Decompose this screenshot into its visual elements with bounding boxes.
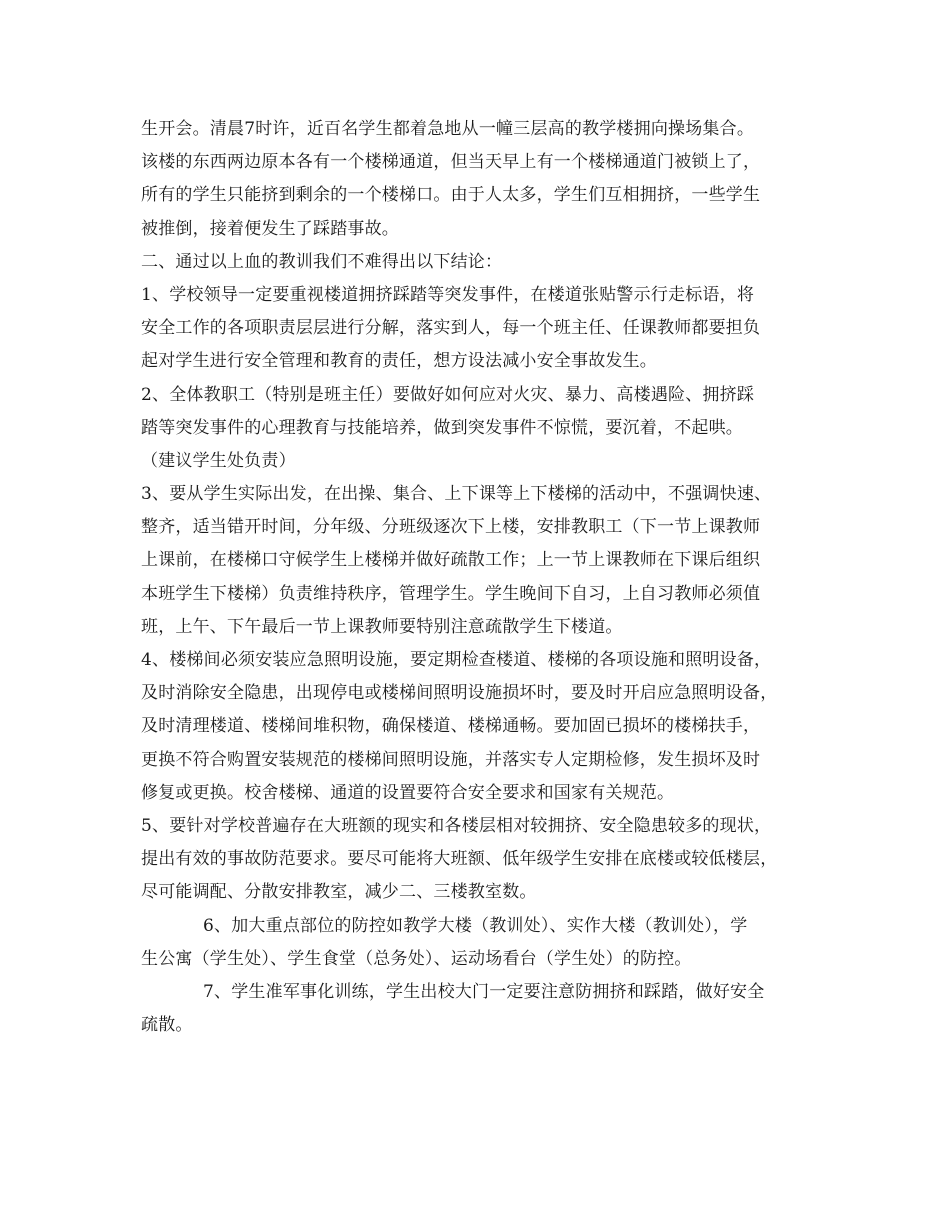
text-line: 被推倒，接着便发生了踩踏事故。 bbox=[141, 218, 399, 239]
section-heading: 二、通过以上血的教训我们不难得出以下结论： bbox=[141, 251, 503, 272]
text-line: 踏等突发事件的心理教育与技能培养，做到突发事件不惊慌，要沉着，不起哄。 bbox=[141, 417, 743, 438]
text-line: 安全工作的各项职责层层进行分解，落实到人，每一个班主任、任课教师都要担负 bbox=[141, 318, 761, 339]
document-body bbox=[141, 113, 821, 1042]
text-line: 5、要针对学校普遍存在大班额的现实和各楼层相对较拥挤、安全隐患较多的现状， bbox=[141, 815, 772, 836]
text-line: 生公寓（学生处）、学生食堂（总务处）、运动场看台（学生处）的防控。 bbox=[141, 948, 692, 969]
text-line-indented: 7、学生准军事化训练，学生出校大门一定要注意防拥挤和踩踏，做好安全 bbox=[203, 981, 765, 1002]
text-line: 生开会。清晨7时许，近百名学生都着急地从一幢三层高的教学楼拥向操场集合。 bbox=[141, 119, 755, 139]
text-line-indented: 6、加大重点部位的防控如教学大楼（教训处）、实作大楼（教训处），学 bbox=[203, 915, 748, 936]
text-line: 整齐，适当错开时间，分年级、分班级逐次下上楼，安排教职工（下一节上课教师 bbox=[141, 517, 761, 538]
text-line: 4、楼梯间必须安装应急照明设施，要定期检查楼道、楼梯的各项设施和照明设备， bbox=[141, 650, 772, 670]
text-line: 更换不符合购置安装规范的楼梯间照明设施，并落实专人定期检修，发生损坏及时 bbox=[141, 749, 761, 770]
text-line: 起对学生进行安全管理和教育的责任，想方设法减小安全事故发生。 bbox=[141, 351, 657, 372]
text-line: 2、全体教职工（特别是班主任）要做好如何应对火灾、暴力、高楼遇险、拥挤踩 bbox=[141, 384, 755, 405]
text-line: 班，上午、下午最后一节上课教师要特别注意疏散学生下楼道。 bbox=[141, 616, 623, 637]
text-line: 及时消除安全隐患，出现停电或楼梯间照明设施损坏时，要及时开启应急照明设备， bbox=[141, 683, 778, 704]
text-line: 1、学校领导一定要重视楼道拥挤踩踏等突发事件，在楼道张贴警示行走标语，将 bbox=[141, 284, 755, 305]
text-line: 疏散。 bbox=[141, 1015, 193, 1036]
text-line: 修复或更换。校舍楼梯、通道的设置要符合安全要求和国家有关规范。 bbox=[141, 782, 675, 803]
text-line: 所有的学生只能挤到剩余的一个楼梯口。由于人太多，学生们互相拥挤，一些学生 bbox=[141, 185, 761, 206]
text-line: （建议学生处负责） bbox=[141, 450, 296, 471]
text-line: 及时清理楼道、楼梯间堆积物，确保楼道、楼梯通畅。要加固已损坏的楼梯扶手， bbox=[141, 716, 761, 737]
text-line: 提出有效的事故防范要求。要尽可能将大班额、低年级学生安排在底楼或较低楼层， bbox=[141, 849, 778, 870]
text-line: 该楼的东西两边原本各有一个楼梯通道，但当天早上有一个楼梯通道门被锁上了， bbox=[141, 152, 761, 173]
text-line: 上课前，在楼梯口守候学生上楼梯并做好疏散工作；上一节上课教师在下课后组织 bbox=[141, 550, 761, 571]
text-line: 本班学生下楼梯）负责维持秩序，管理学生。学生晚间下自习，上自习教师必须值 bbox=[141, 583, 761, 604]
text-line: 3、要从学生实际出发，在出操、集合、上下课等上下楼梯的活动中，不强调快速、 bbox=[141, 484, 772, 505]
text-line: 尽可能调配、分散安排教室，减少二、三楼教室数。 bbox=[141, 882, 537, 903]
